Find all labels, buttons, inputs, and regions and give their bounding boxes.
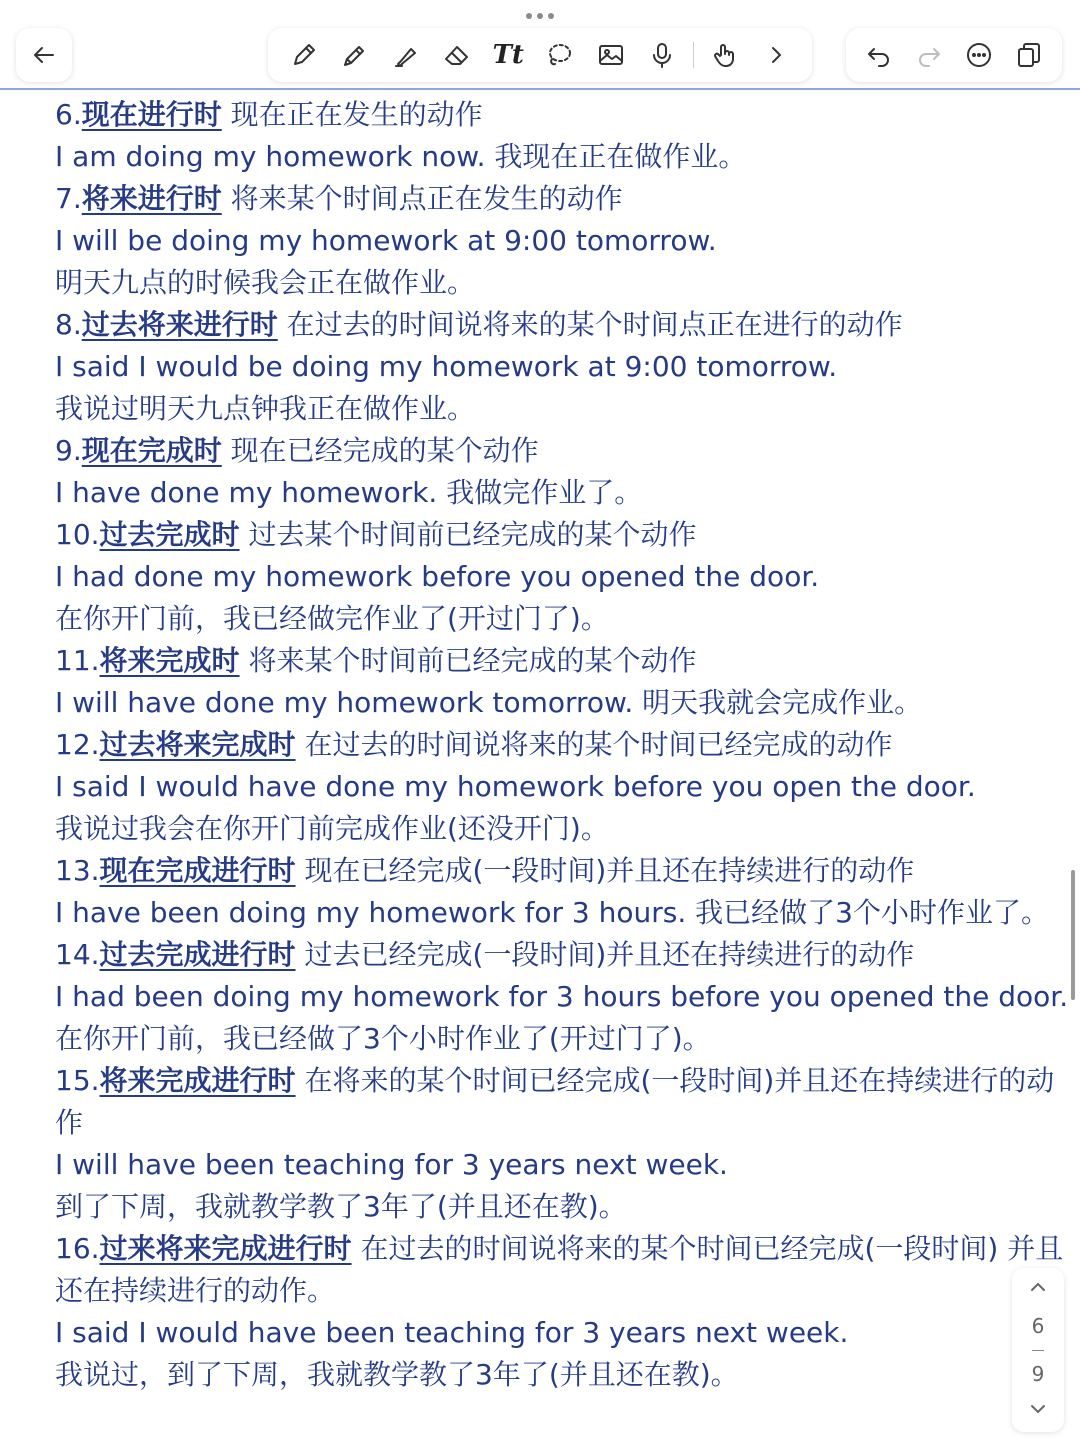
current-page: 6	[1031, 1313, 1045, 1338]
tense-description: 过去已经完成(一段时间)并且还在持续进行的动作	[295, 938, 915, 971]
pages-icon[interactable]	[1009, 35, 1049, 75]
tense-description: 在过去的时间说将来的某个时间已经完成的动作	[295, 728, 893, 761]
tense-description: 现在已经完成的某个动作	[221, 434, 539, 467]
example-line: 我说过我会在你开门前完成作业(还没开门)。	[55, 812, 609, 845]
heading-number: 13.	[55, 854, 100, 887]
tense-heading	[55, 1228, 1065, 1312]
heading-number: 14.	[55, 938, 100, 971]
tense-description: 在过去的时间说将来的某个时间点正在进行的动作	[277, 308, 903, 341]
example-line: I said I would be doing my homework at 9:00 tomorrow.	[55, 350, 838, 383]
example-line: 我说过，到了下周，我就教学教了3年了(并且还在教)。	[55, 1358, 739, 1391]
example-line: 我说过明天九点钟我正在做作业。	[55, 392, 476, 425]
tense-heading	[55, 1060, 1065, 1144]
heading-number: 7.	[55, 182, 82, 215]
tense-name: 将来完成进行时	[99, 1064, 296, 1097]
example-line: I will have been teaching for 3 years next week.	[55, 1148, 728, 1181]
tense-heading	[55, 934, 1065, 976]
example-line: I said I would have been teaching for 3 years next week.	[55, 1316, 849, 1349]
example-line: 在你开门前，我已经做完作业了(开过门了)。	[55, 602, 609, 635]
tense-heading	[55, 304, 1065, 346]
image-icon[interactable]	[591, 35, 631, 75]
pencil-icon[interactable]	[335, 35, 375, 75]
example-line: 明天九点的时候我会正在做作业。	[55, 266, 476, 299]
more-icon[interactable]	[959, 35, 999, 75]
tense-name: 将来完成时	[99, 644, 240, 677]
tense-name: 过去将来完成时	[99, 728, 296, 761]
tense-name: 过去完成时	[99, 518, 240, 551]
tense-name: 过去将来进行时	[81, 308, 278, 341]
tense-description: 在过去的时间说将来的某个时间已经完成(一段时间) 并且还在持续进行的动作。	[55, 1232, 1064, 1307]
total-pages: 9	[1031, 1362, 1045, 1387]
example-line: I had done my homework before you opened the door.	[55, 560, 820, 593]
undo-icon[interactable]	[859, 35, 899, 75]
back-button[interactable]	[16, 28, 72, 82]
tense-heading	[55, 430, 1065, 472]
heading-number: 10.	[55, 518, 100, 551]
tense-name: 现在完成进行时	[99, 854, 296, 887]
tense-name: 过去完成进行时	[99, 938, 296, 971]
tense-heading	[55, 94, 1065, 136]
tense-description: 将来某个时间前已经完成的某个动作	[239, 644, 697, 677]
redo-icon[interactable]	[909, 35, 949, 75]
text-tool-icon[interactable]: Tt	[492, 40, 524, 70]
toolbar-separator	[693, 42, 694, 68]
eraser-icon[interactable]	[437, 35, 477, 75]
tense-name: 过来将来完成进行时	[99, 1232, 352, 1265]
lasso-icon[interactable]	[539, 35, 579, 75]
scrollbar[interactable]	[1071, 870, 1075, 1000]
example-line: 在你开门前，我已经做了3个小时作业了(开过门了)。	[55, 1022, 711, 1055]
tense-description: 现在正在发生的动作	[221, 98, 483, 131]
example-line: I am doing my homework now. 我现在正在做作业。	[55, 140, 747, 173]
tense-heading	[55, 514, 1065, 556]
tense-name: 现在进行时	[81, 98, 222, 131]
heading-number: 8.	[55, 308, 82, 341]
heading-number: 15.	[55, 1064, 100, 1097]
heading-number: 11.	[55, 644, 100, 677]
page-divider	[1032, 1350, 1044, 1351]
tense-heading	[55, 640, 1065, 682]
chevron-down-icon[interactable]	[1027, 1398, 1049, 1424]
hand-touch-icon[interactable]	[705, 35, 745, 75]
example-line: I had been doing my homework for 3 hours before you opened the door.	[55, 980, 1069, 1013]
tense-heading	[55, 178, 1065, 220]
heading-number: 6.	[55, 98, 82, 131]
example-line: I will have done my homework tomorrow. 明天我就会完成作业。	[55, 686, 923, 719]
arrow-left-icon	[24, 35, 64, 75]
highlighter-icon[interactable]	[386, 35, 426, 75]
heading-number: 9.	[55, 434, 82, 467]
page-navigator	[1012, 1268, 1064, 1432]
example-line: I have been doing my homework for 3 hours. 我已经做了3个小时作业了。	[55, 896, 1049, 929]
history-toolbar	[846, 28, 1062, 82]
tense-name: 现在完成时	[81, 434, 222, 467]
chevron-up-icon[interactable]	[1027, 1276, 1049, 1302]
example-line: I will be doing my homework at 9:00 tomorrow.	[55, 224, 717, 257]
tense-description: 将来某个时间点正在发生的动作	[221, 182, 623, 215]
tense-heading	[55, 850, 1065, 892]
heading-number: 16.	[55, 1232, 100, 1265]
tense-description: 过去某个时间前已经完成的某个动作	[239, 518, 697, 551]
example-line: I said I would have done my homework before you open the door.	[55, 770, 976, 803]
chevron-right-icon[interactable]	[756, 35, 796, 75]
example-line: I have done my homework. 我做完作业了。	[55, 476, 643, 509]
tense-name: 将来进行时	[81, 182, 222, 215]
tense-heading	[55, 724, 1065, 766]
window-grabber[interactable]	[520, 10, 560, 22]
page-top-edge	[0, 88, 1080, 90]
microphone-icon[interactable]	[642, 35, 682, 75]
example-line: 到了下周，我就教学教了3年了(并且还在教)。	[55, 1190, 627, 1223]
pen-icon[interactable]	[284, 35, 324, 75]
heading-number: 12.	[55, 728, 100, 761]
tense-description: 在将来的某个时间已经完成(一段时间)并且还在持续进行的动作	[55, 1064, 1055, 1139]
tools-toolbar	[268, 28, 812, 82]
note-content[interactable]	[55, 94, 1069, 1396]
tense-description: 现在已经完成(一段时间)并且还在持续进行的动作	[295, 854, 915, 887]
